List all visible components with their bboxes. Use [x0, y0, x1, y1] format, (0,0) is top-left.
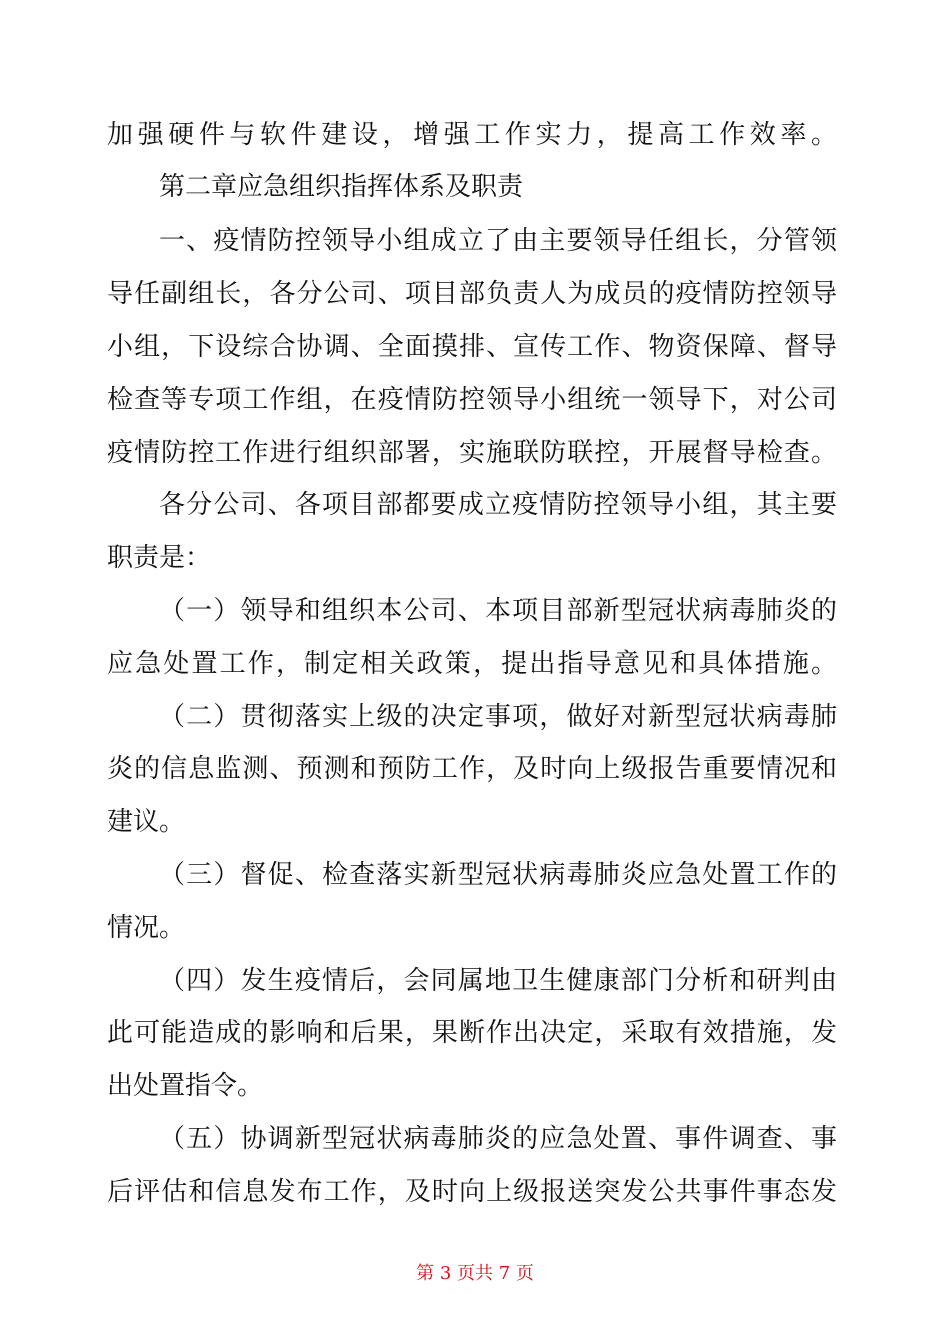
paragraph-line: （四）发生疫情后，会同属地卫生健康部门分析和研判由 [159, 966, 837, 996]
paragraph-line: 加强硬件与软件建设，增强工作实力，提高工作效率。 [107, 120, 837, 150]
paragraph-line: 情况。 [107, 913, 186, 943]
paragraph-line: 应急处置工作，制定相关政策，提出指导意见和具体措施。 [107, 649, 837, 679]
paragraph-line: 后评估和信息发布工作，及时向上级报送突发公共事件事态发 [107, 1177, 837, 1207]
paragraph-line: 出处置指令。 [107, 1071, 264, 1101]
paragraph-line: （一）领导和组织本公司、本项目部新型冠状病毒肺炎的 [159, 596, 837, 626]
chapter-heading: 第二章应急组织指挥体系及职责 [159, 172, 524, 202]
paragraph-line: 一、疫情防控领导小组成立了由主要领导任组长，分管领 [159, 226, 837, 256]
paragraph-line: （二）贯彻落实上级的决定事项，做好对新型冠状病毒肺 [159, 702, 837, 732]
page-number-footer: 第 3 页共 7 页 [416, 1263, 534, 1284]
paragraph-line: （三）督促、检查落实新型冠状病毒肺炎应急处置工作的 [159, 860, 837, 890]
paragraph-line: 各分公司、各项目部都要成立疫情防控领导小组，其主要 [159, 490, 837, 520]
paragraph-line: 检查等专项工作组，在疫情防控领导小组统一领导下，对公司 [107, 385, 837, 415]
paragraph-line: 职责是： [107, 543, 212, 573]
paragraph-line: 此可能造成的影响和后果，果断作出决定，采取有效措施，发 [107, 1018, 837, 1048]
paragraph-line: 导任副组长，各分公司、项目部负责人为成员的疫情防控领导 [107, 279, 837, 309]
paragraph-line: 建议。 [107, 807, 186, 837]
paragraph-line: 疫情防控工作进行组织部署，实施联防联控，开展督导检查。 [107, 438, 837, 468]
paragraph-line: （五）协调新型冠状病毒肺炎的应急处置、事件调查、事 [159, 1124, 837, 1154]
paragraph-line: 小组，下设综合协调、全面摸排、宣传工作、物资保障、督导 [107, 332, 837, 362]
paragraph-line: 炎的信息监测、预测和预防工作，及时向上级报告重要情况和 [107, 754, 837, 784]
